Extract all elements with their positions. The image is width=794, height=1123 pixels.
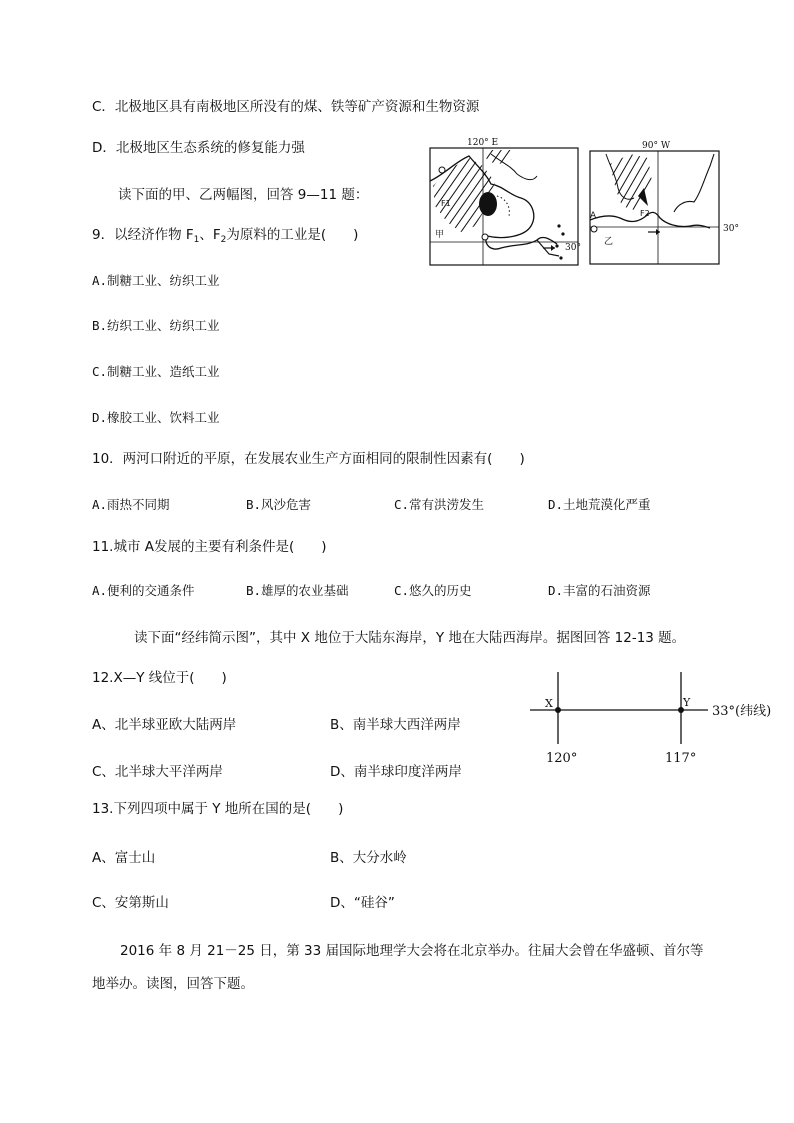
q13-stem: 13.下列四项中属于 Y 地所在国的是( ) [92,801,344,817]
map-jia [425,136,585,270]
map-yi-lat-label: 30° [723,224,739,234]
q12-option-d: D、南半球印度洋两岸 [330,764,462,780]
intro-final-line-2: 地举办。读图，回答下题。 [92,976,254,992]
q11-option-b: B.雄厚的农业基础 [246,583,349,598]
map-jia-lat-label: 30° [565,243,581,253]
map-jia-island [559,256,562,259]
map-yi-frame [590,151,719,264]
point-x [555,707,561,713]
q12-stem: 12.X—Y 线位于( ) [92,670,227,686]
q9-option-c: C.制糖工业、造纸工业 [92,364,220,379]
map-jia-island [555,244,558,247]
q10-stem: 10．两河口附近的平原，在发展农业生产方面相同的限制性因素有( ) [92,451,525,467]
q9-option-b: B.纺织工业、纺织工业 [92,318,220,333]
q12-option-a: A、北半球亚欧大陆两岸 [92,717,237,733]
q13-option-c: C、安第斯山 [92,895,169,911]
q9-option-a: A.制糖工业、纺织工业 [92,273,220,288]
q9-stem [92,223,358,245]
intro-9-11: 读下面的甲、乙两幅图，回答 9—11 题： [118,187,369,203]
map-jia-black-region [479,192,497,216]
map-jia-crop-label: F1 [441,199,451,208]
q9-stem-part: 9．以经济作物 F [92,227,194,243]
q10-option-a: A.雨热不同期 [92,497,170,512]
q10-option-c: C.常有洪涝发生 [394,497,485,512]
intro-final-line-1: 2016 年 8 月 21－25 日，第 33 届国际地理学大会将在北京举办。往届大会曾在华盛顿、首尔等 [120,943,704,959]
q9-option-d: D.橡胶工业、饮料工业 [92,410,220,425]
intro-12-13: 读下面“经纬简示图”，其中 X 地位于大陆东海岸，Y 地在大陆西海岸。据图回答 12-13 题。 [134,630,686,646]
map-jia-name-label: 甲 [435,230,445,240]
q9-sub-2: 2 [220,235,227,245]
map-yi-coastline [590,212,710,228]
q11-option-a: A.便利的交通条件 [92,583,195,598]
q8-option-c: C．北极地区具有南极地区所没有的煤、铁等矿产资源和生物资源 [92,99,480,115]
map-jia-island [557,224,560,227]
map-yi-crop-label: F2 [640,209,650,218]
lon-label-y: 117° [665,751,697,766]
q11-option-c: C.悠久的历史 [394,583,472,598]
q9-stem-part: 、F [199,227,221,243]
q13-option-b: B、大分水岭 [330,850,407,866]
q9-sub-1: 1 [193,235,200,245]
map-jia-lon-label: 120° E [467,138,499,148]
map-jia-arrowhead [551,245,555,251]
map-jia-island [561,232,564,235]
lat-lon-diagram [528,670,788,770]
map-yi-name-label: 乙 [604,237,614,247]
map-yi-lon-label: 90° W [642,141,671,151]
latitude-label: 33°(纬线) [712,704,772,719]
map-yi-east-coast [674,154,714,212]
label-y: Y [683,696,691,709]
q11-option-d: D.丰富的石油资源 [548,583,651,598]
map-yi-city-label: A [590,211,597,221]
label-x: X [545,697,553,710]
map-jia-crop-region-north [483,150,515,164]
q12-option-b: B、南半球大西洋两岸 [330,717,461,733]
q8-option-d: D．北极地区生态系统的修复能力强 [92,140,305,156]
map-yi-city-a [591,226,597,232]
q11-stem: 11.城市 A发展的主要有利条件是( ) [92,539,327,555]
lon-label-x: 120° [546,751,578,766]
q13-option-d: D、“硅谷” [330,895,395,911]
q13-option-a: A、富士山 [92,850,156,866]
map-jia-city [482,234,488,240]
map-yi [586,136,746,270]
q10-option-d: D.土地荒漠化严重 [548,497,651,512]
q12-option-c: C、北半球大平洋两岸 [92,764,223,780]
q10-option-b: B.风沙危害 [246,497,312,512]
q9-stem-part: 为原料的工业是( ) [226,227,359,243]
map-jia-dotted-coast [497,196,509,216]
map-jia-city [439,167,445,173]
